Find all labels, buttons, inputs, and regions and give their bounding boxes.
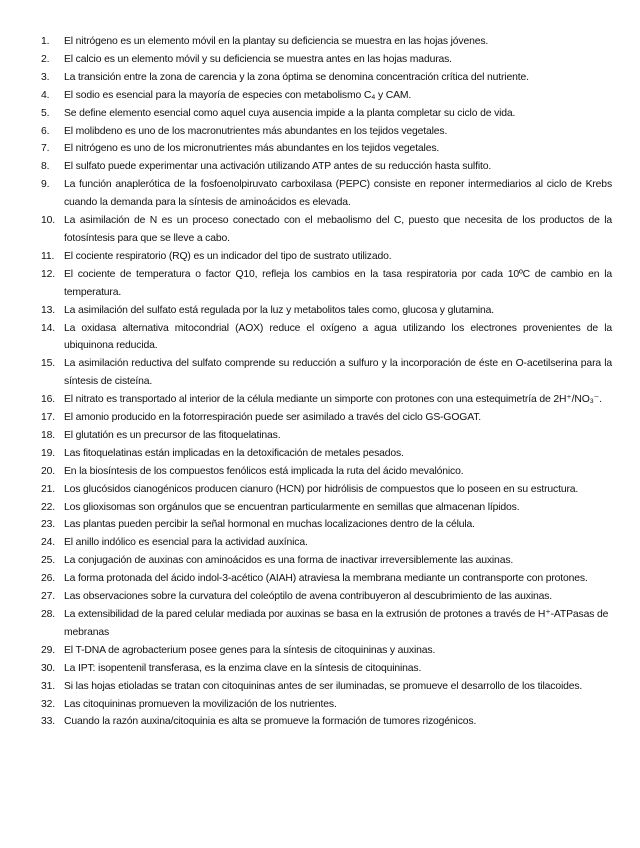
statement-item bbox=[41, 516, 612, 534]
statement-item bbox=[41, 570, 612, 588]
statement-item bbox=[41, 660, 612, 678]
statement-item bbox=[41, 588, 612, 606]
statement-item bbox=[41, 302, 612, 320]
statement-item bbox=[41, 176, 612, 212]
item-number: 3. bbox=[41, 71, 50, 83]
statement-item bbox=[41, 123, 612, 141]
item-text: El cociente respiratorio (RQ) es un indicador del tipo de sustrato utilizado. bbox=[64, 250, 392, 262]
item-number: 4. bbox=[41, 89, 50, 101]
statement-item bbox=[41, 140, 612, 158]
item-number: 14. bbox=[41, 322, 55, 334]
item-number: 11. bbox=[41, 250, 55, 262]
statement-item bbox=[41, 409, 612, 427]
item-text: La IPT: isopentenil transferasa, es la enzima clave en la síntesis de citoquininas. bbox=[64, 662, 422, 674]
item-text: Los glucósidos cianogénicos producen cianuro (HCN) por hidrólisis de compuestos que lo poseen en su estructura. bbox=[64, 483, 579, 495]
item-text: La función anaplerótica de la fosfoenolpiruvato carboxilasa (PEPC) consiste en reponer intermediarios al ciclo de Krebs cuando la demanda para la síntesis de aminoácidos es elevada. bbox=[64, 179, 612, 209]
item-text: El molibdeno es uno de los macronutrientes más abundantes en los tejidos vegetales. bbox=[64, 125, 448, 137]
statement-item bbox=[41, 158, 612, 176]
item-text: El nitrato es transportado al interior de la célula mediante un simporte con protones con una estequimetría de 2H⁺/NO₃⁻. bbox=[64, 394, 602, 406]
item-number: 19. bbox=[41, 447, 55, 459]
item-text: El sodio es esencial para la mayoría de especies con metabolismo C₄ y CAM. bbox=[64, 89, 412, 101]
item-text: El glutatión es un precursor de las fitoquelatinas. bbox=[64, 429, 281, 441]
item-text: La asimilación del sulfato está regulada por la luz y metabolitos tales como, glucosa y glutamina. bbox=[64, 304, 495, 316]
statement-item bbox=[41, 248, 612, 266]
statement-item bbox=[41, 355, 612, 391]
item-number: 25. bbox=[41, 555, 55, 567]
statement-item bbox=[41, 391, 612, 409]
statement-item bbox=[41, 212, 612, 248]
item-text: Los glioxisomas son orgánulos que se encuentran particularmente en semillas que almacenan lípidos. bbox=[64, 501, 520, 513]
item-number: 5. bbox=[41, 107, 50, 119]
item-text: El anillo indólico es esencial para la actividad auxínica. bbox=[64, 537, 308, 549]
item-number: 21. bbox=[41, 483, 55, 495]
item-text: El T-DNA de agrobacterium posee genes para la síntesis de citoquininas y auxinas. bbox=[64, 644, 436, 656]
statement-item bbox=[41, 105, 612, 123]
item-number: 7. bbox=[41, 143, 50, 155]
statement-item bbox=[41, 320, 612, 356]
item-text: El nitrógeno es uno de los micronutrientes más abundantes en los tejidos vegetales. bbox=[64, 143, 440, 155]
statement-item bbox=[41, 606, 612, 642]
statement-item bbox=[41, 69, 612, 87]
item-number: 17. bbox=[41, 412, 55, 424]
item-number: 24. bbox=[41, 537, 55, 549]
item-text: Las plantas pueden percibir la señal hormonal en muchas localizaciones dentro de la célula. bbox=[64, 519, 475, 531]
item-number: 20. bbox=[41, 465, 55, 477]
statement-item bbox=[41, 642, 612, 660]
item-text: El cociente de temperatura o factor Q10, refleja los cambios en la tasa respiratoria por cada 10ºC de cambio en la temperatura. bbox=[64, 268, 612, 298]
item-text: Las citoquininas promueven la movilización de los nutrientes. bbox=[64, 698, 337, 710]
item-text: La conjugación de auxinas con aminoácidos es una forma de inactivar irreversiblemente las auxinas. bbox=[64, 555, 514, 567]
item-number: 23. bbox=[41, 519, 55, 531]
item-text: La forma protonada del ácido indol-3-acético (AIAH) atraviesa la membrana mediante un contransporte con protones. bbox=[64, 573, 588, 585]
item-text: El amonio producido en la fotorrespiración puede ser asimilado a través del ciclo GS-GOGAT. bbox=[64, 412, 481, 424]
item-number: 30. bbox=[41, 662, 55, 674]
item-number: 16. bbox=[41, 394, 55, 406]
item-text: El sulfato puede experimentar una activación utilizando ATP antes de su reducción hasta sulfito. bbox=[64, 161, 492, 173]
item-text: Cuando la razón auxina/citoquinia es alta se promueve la formación de tumores rizogénicos. bbox=[64, 716, 477, 728]
statement-item bbox=[41, 713, 612, 731]
item-text: El calcio es un elemento móvil y su deficiencia se muestra antes en las hojas maduras. bbox=[64, 53, 452, 65]
statement-item bbox=[41, 678, 612, 696]
item-text: Las fitoquelatinas están implicadas en la detoxificación de metales pesados. bbox=[64, 447, 404, 459]
item-number: 29. bbox=[41, 644, 55, 656]
item-number: 1. bbox=[41, 36, 50, 47]
item-text: La asimilación reductiva del sulfato comprende su reducción a sulfuro y la incorporación de éste en O-acetilserina para la síntesis de cisteína. bbox=[64, 358, 612, 388]
item-number: 8. bbox=[41, 161, 50, 173]
item-number: 31. bbox=[41, 680, 55, 692]
statement-item bbox=[41, 87, 612, 105]
item-number: 26. bbox=[41, 573, 55, 585]
item-number: 6. bbox=[41, 125, 50, 137]
item-number: 32. bbox=[41, 698, 55, 710]
statement-item bbox=[41, 266, 612, 302]
item-text: En la biosíntesis de los compuestos fenólicos está implicada la ruta del ácido mevalónico. bbox=[64, 465, 464, 477]
item-number: 10. bbox=[41, 215, 55, 227]
statement-item bbox=[41, 481, 612, 499]
statement-item bbox=[41, 463, 612, 481]
item-number: 27. bbox=[41, 591, 55, 603]
item-text: Se define elemento esencial como aquel cuya ausencia impide a la planta completar su ciclo de vida. bbox=[64, 107, 516, 119]
item-number: 9. bbox=[41, 179, 50, 191]
statement-item bbox=[41, 534, 612, 552]
item-text: Si las hojas etioladas se tratan con citoquininas antes de ser iluminadas, se promueve el desarrollo de los tilacoides. bbox=[64, 680, 583, 692]
statement-item bbox=[41, 552, 612, 570]
item-number: 12. bbox=[41, 268, 55, 280]
item-number: 28. bbox=[41, 609, 55, 620]
statement-item bbox=[41, 51, 612, 69]
item-text: La extensibilidad de la pared celular mediada por auxinas se basa en la extrusión de protones a través de H⁺-ATPasas de mebranas bbox=[64, 609, 609, 638]
item-text: La asimilación de N es un proceso conectado con el mebaolismo del C, puesto que necesita de los productos de la fotosíntesis para que se lleve a cabo. bbox=[64, 215, 612, 244]
item-number: 33. bbox=[41, 716, 55, 728]
item-text: El nitrógeno es un elemento móvil en la plantay su deficiencia se muestra en las hojas jóvenes. bbox=[64, 36, 489, 47]
statement-item bbox=[41, 427, 612, 445]
statement-list bbox=[41, 33, 612, 731]
statement-item bbox=[41, 499, 612, 517]
item-text: La oxidasa alternativa mitocondrial (AOX) reduce el oxígeno a agua utilizando los electrones provenientes de la ubiquinona reducida. bbox=[64, 322, 612, 352]
statement-item bbox=[41, 33, 612, 51]
item-number: 13. bbox=[41, 304, 55, 316]
item-number: 22. bbox=[41, 501, 55, 513]
item-number: 2. bbox=[41, 53, 50, 65]
statement-item bbox=[41, 696, 612, 714]
item-text: Las observaciones sobre la curvatura del coleóptilo de avena contribuyeron al descubrimiento de las auxinas. bbox=[64, 591, 553, 603]
item-number: 18. bbox=[41, 429, 55, 441]
item-number: 15. bbox=[41, 358, 55, 370]
item-text: La transición entre la zona de carencia y la zona óptima se denomina concentración crítica del nutriente. bbox=[64, 71, 529, 83]
statement-item bbox=[41, 445, 612, 463]
